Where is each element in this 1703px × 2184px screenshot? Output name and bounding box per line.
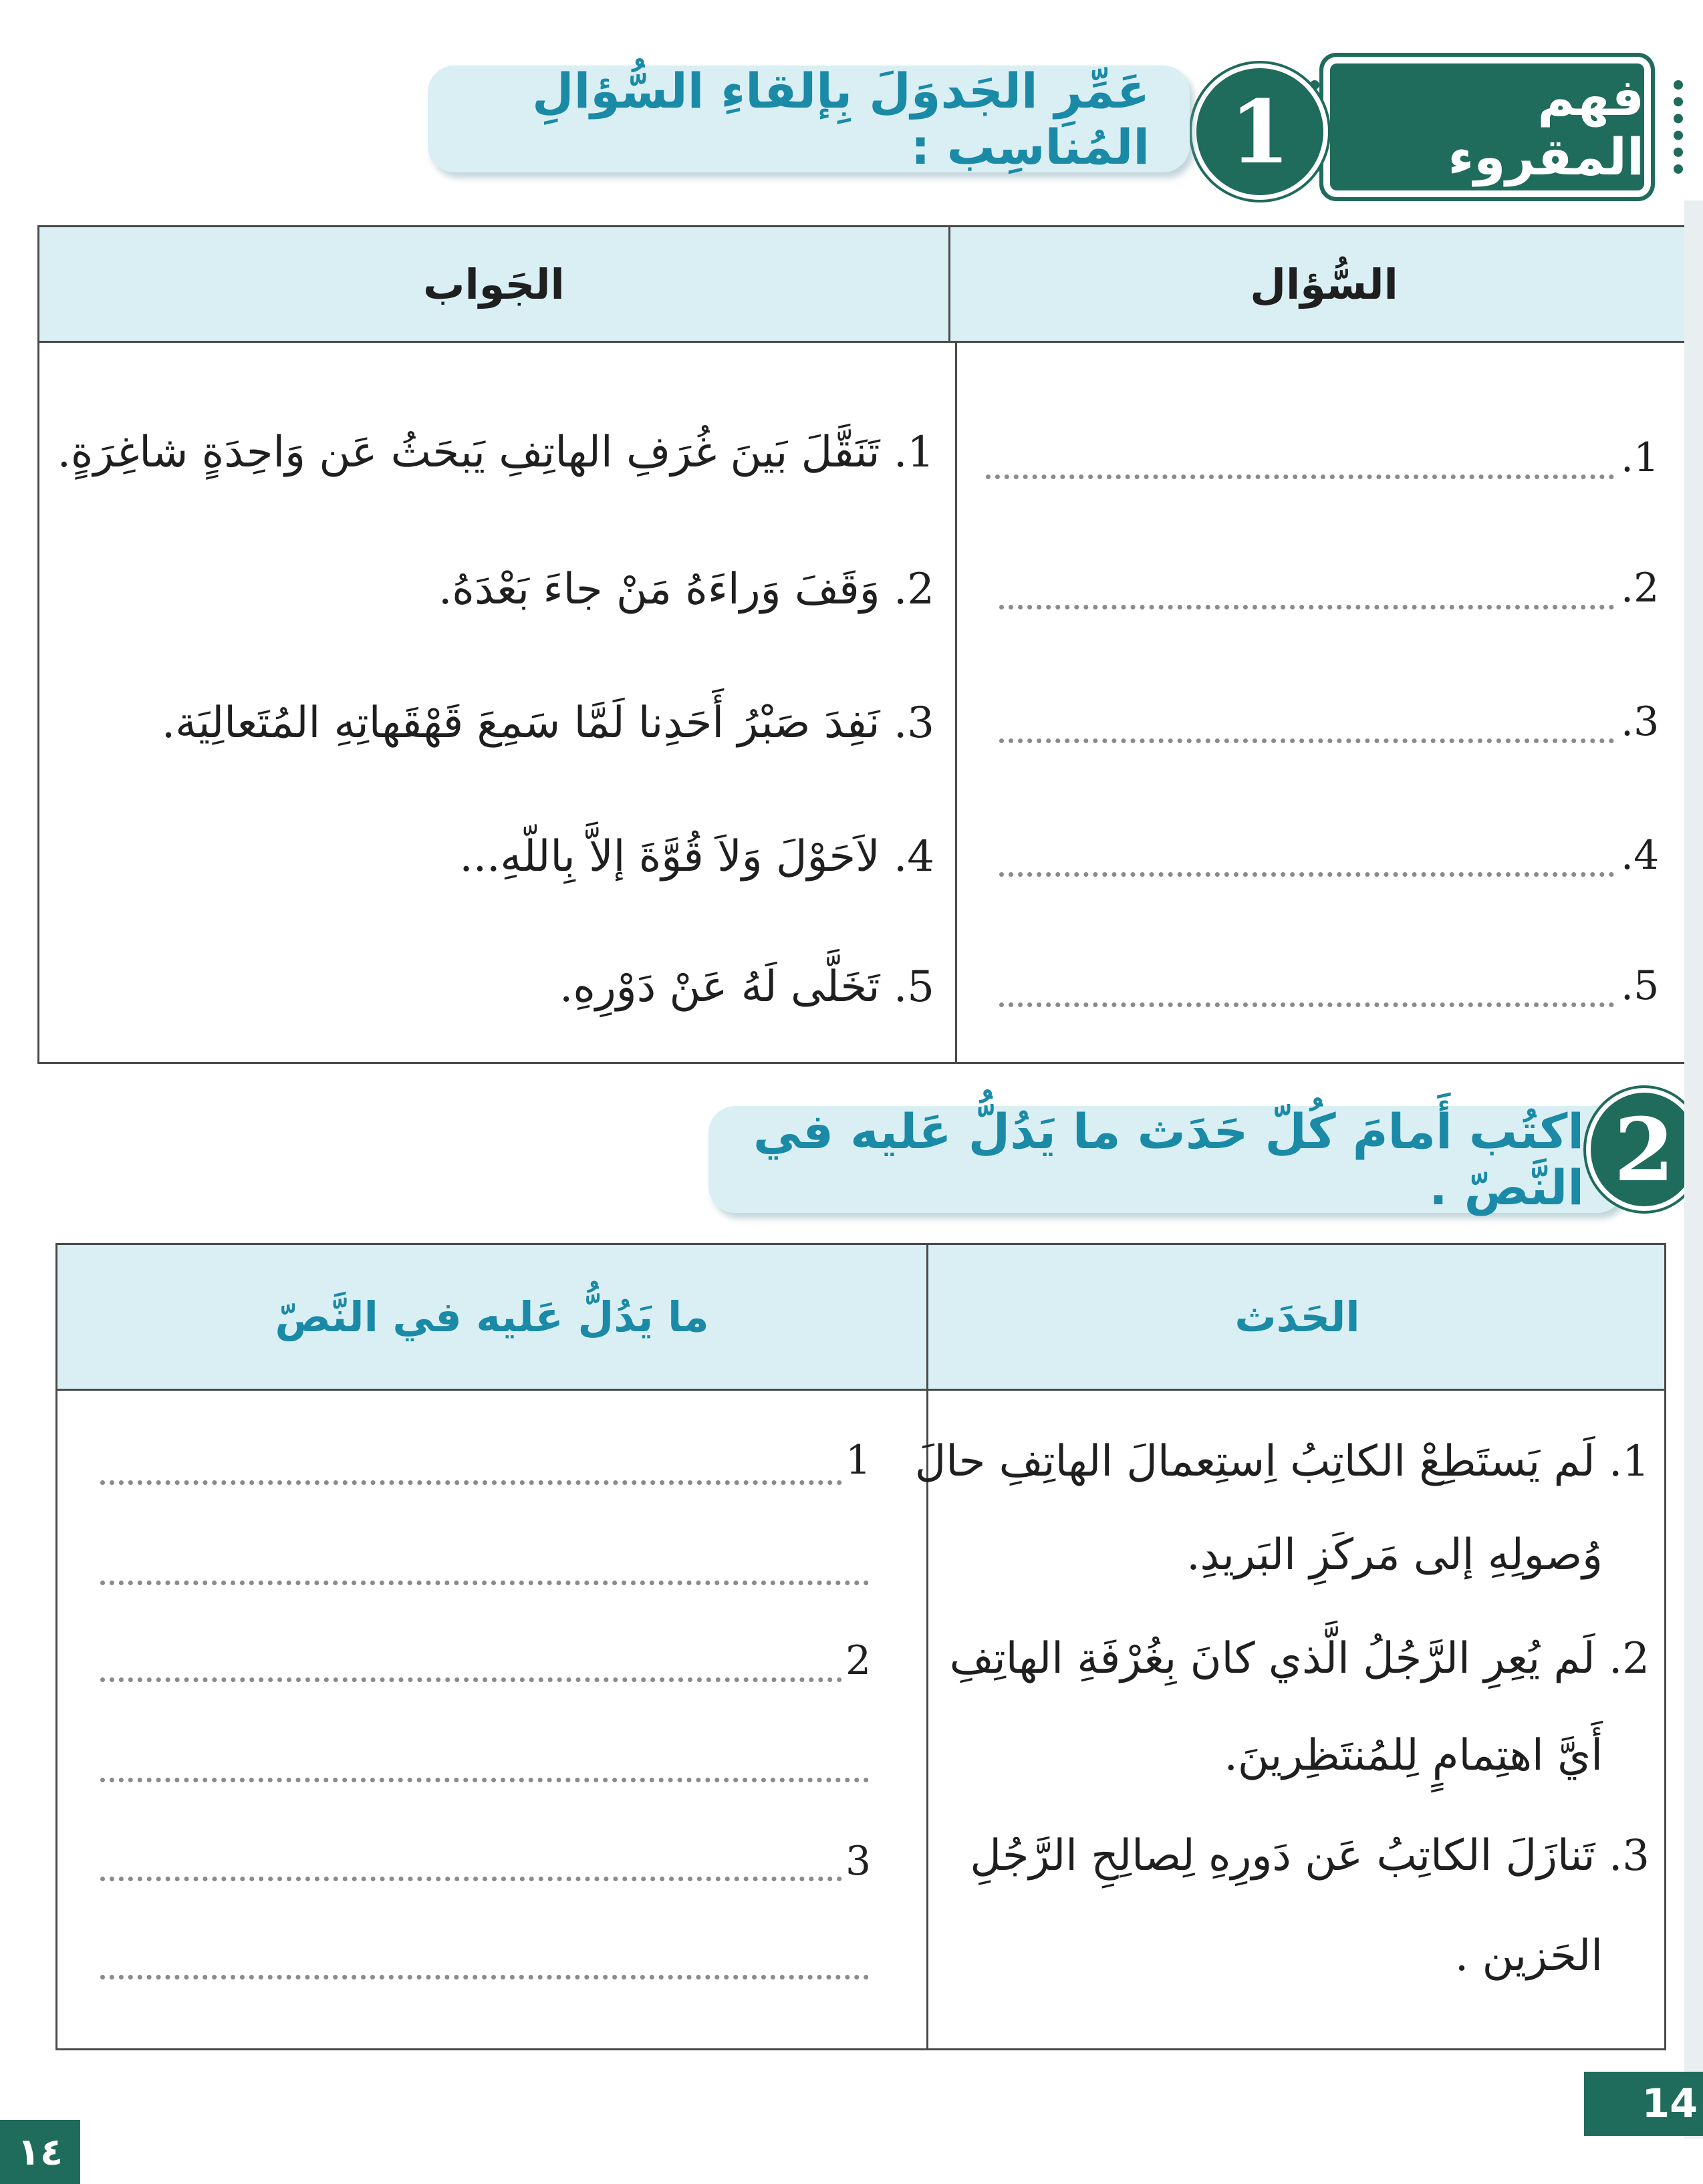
event-1-line-1: 1. لَم يَستَطِعْ الكاتِبُ اِستِعمالَ الهاتِفِ حالَ <box>914 1437 1650 1486</box>
column-header-answer: الجَواب <box>423 259 565 309</box>
question-answer-line-4[interactable] <box>999 872 1614 877</box>
question-number-3: .3 <box>1621 698 1660 745</box>
section-badge: فهم المقروء <box>1330 63 1644 190</box>
evidence-line-1b[interactable] <box>100 1581 869 1585</box>
evidence-line-1a[interactable] <box>100 1480 842 1485</box>
question-number-5: .5 <box>1621 962 1660 1009</box>
answer-text-5: 5. تَخَلَّى لَهُ عَنْ دَوْرِهِ. <box>559 962 934 1012</box>
exercise-1-number: 1 <box>1196 68 1323 195</box>
column-header-event: الحَدَث <box>1234 1292 1360 1341</box>
page-number-arabic: ١٤ <box>0 2120 80 2184</box>
page-edge-strip <box>1684 200 1703 2139</box>
exercise-2-number: 2 <box>1591 1093 1698 1206</box>
answer-text-4: 4. لاَحَوْلَ وَلاَ قُوَّةَ إلاَّ بِاللّهِ... <box>459 832 934 881</box>
evidence-line-2b[interactable] <box>100 1778 869 1782</box>
column-divider <box>955 341 957 1064</box>
evidence-number-2: 2 <box>845 1637 872 1684</box>
question-answer-line-2[interactable] <box>999 605 1614 609</box>
evidence-line-3b[interactable] <box>100 1975 869 1980</box>
exercise-2-instruction: اكتُب أَمامَ كُلّ حَدَث ما يَدُلُّ عَليه في النَّصّ . <box>708 1106 1624 1213</box>
question-answer-table <box>37 225 1698 1064</box>
event-3-line-1: 3. تَنازَلَ الكاتِبُ عَن دَورِهِ لِصالِحِ الرَّجُلِ <box>970 1831 1650 1881</box>
question-answer-line-3[interactable] <box>999 738 1614 743</box>
evidence-line-3a[interactable] <box>100 1877 842 1881</box>
exercise-1-instruction: عَمِّرِ الجَدوَلَ بِإلقاءِ السُّؤالِ المُناسِب : <box>428 65 1190 172</box>
evidence-line-2a[interactable] <box>100 1677 842 1682</box>
event-2-line-2: أَيَّ اهتِمامٍ لِلمُنتَظِرينَ. <box>1224 1731 1603 1780</box>
answer-text-1: 1. تَنَقَّلَ بَينَ غُرَفِ الهاتِفِ يَبحَثُ عَن وَاحِدَةٍ شاغِرَةٍ. <box>57 428 934 477</box>
question-answer-line-5[interactable] <box>999 1002 1614 1007</box>
column-header-question: السُّؤال <box>1250 259 1398 309</box>
answer-text-2: 2. وَقَفَ وَراءَهُ مَنْ جاءَ بَعْدَهُ. <box>438 565 934 614</box>
question-number-1: .1 <box>1621 434 1660 481</box>
evidence-number-3: 3 <box>845 1838 872 1885</box>
event-1-line-2: وُصولِهِ إلى مَركَزِ البَريدِ. <box>1186 1530 1603 1580</box>
page-number: 14 <box>1584 2072 1703 2136</box>
question-number-4: .4 <box>1621 832 1660 879</box>
answer-text-3: 3. نَفِدَ صَبْرُ أَحَدِنا لَمَّا سَمِعَ قَهْقَهاتِهِ المُتَعالِيَة. <box>161 698 934 748</box>
column-header-evidence: ما يَدُلُّ عَليه في النَّصّ <box>275 1292 709 1341</box>
evidence-number-1: 1 <box>845 1437 872 1484</box>
question-number-2: .2 <box>1621 565 1660 611</box>
event-2-line-1: 2. لَم يُعِرِ الرَّجُلُ الَّذي كانَ بِغُرْفَةِ الهاتِفِ <box>949 1634 1650 1683</box>
event-3-line-2: الحَزين . <box>1454 1931 1603 1981</box>
question-answer-line-1[interactable] <box>986 474 1614 479</box>
